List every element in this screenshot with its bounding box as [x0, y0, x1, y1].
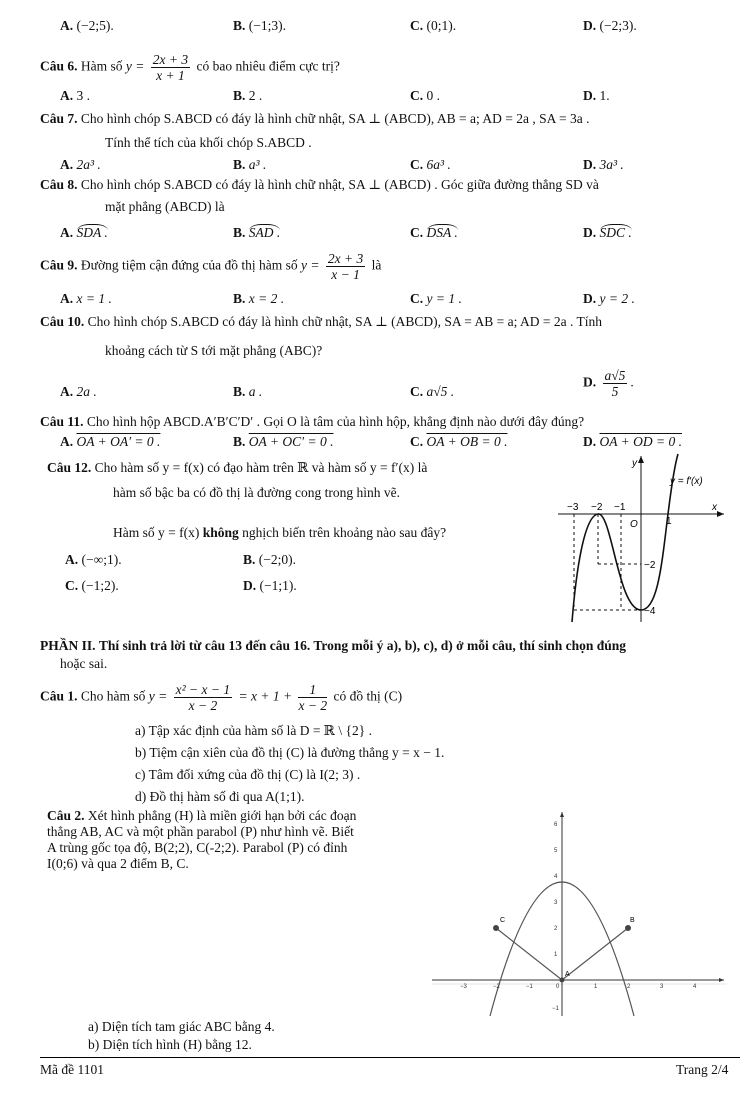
tick-label: −1 — [614, 502, 626, 513]
q9-option-b[interactable]: B. x = 2 . — [233, 291, 285, 306]
q12-option-b[interactable]: B. (−2;0). — [243, 552, 296, 567]
tick-label: 4 — [693, 984, 697, 990]
q12-option-c[interactable]: C. (−1;2). — [65, 578, 119, 593]
footer-divider — [40, 1057, 740, 1058]
q6-option-c[interactable]: C. 0 . — [410, 88, 440, 103]
q11-option-c[interactable]: C. OA + OB = 0 . — [410, 434, 508, 449]
q5-option-a[interactable]: A. (−2;5). — [60, 18, 114, 33]
y-axis-label: y — [632, 458, 637, 469]
q11-option-a[interactable]: A. OA + OA′ = 0 . — [60, 434, 161, 449]
q12-option-a[interactable]: A. (−∞;1). — [65, 552, 122, 567]
part2-heading-line2: hoặc sai. — [60, 656, 108, 671]
tick-label: −4 — [644, 606, 656, 617]
c2-parabola-graph — [432, 810, 727, 1018]
q7-option-d[interactable]: D. 3a³ . — [583, 157, 624, 172]
q12-option-d[interactable]: D. (−1;1). — [243, 578, 297, 593]
c1-statement-a[interactable]: a) Tập xác định của hàm số là D = ℝ \ {2} . — [135, 723, 372, 738]
c1-statement-b[interactable]: b) Tiệm cận xiên của đồ thị (C) là đường thẳng y = x − 1. — [135, 745, 445, 760]
q5-option-b[interactable]: B. (−1;3). — [233, 18, 286, 33]
tick-label: 4 — [554, 874, 558, 880]
q6-option-d[interactable]: D. 1. — [583, 88, 610, 103]
tick-label: 6 — [554, 822, 558, 828]
point-c — [493, 925, 499, 931]
tick-label: −2 — [644, 560, 656, 571]
point-a-label: A — [565, 971, 570, 978]
tick-label: 2 — [627, 984, 631, 990]
tick-label: 0 — [556, 984, 560, 990]
q9-stem: Câu 9. Đường tiệm cận đứng của đồ thị hàm số y = $\frac{2x + 3}{x - 1}$ là — [40, 251, 382, 282]
q10-stem-line2: khoảng cách từ S tới mặt phẳng (ABC)? — [105, 343, 323, 358]
q10-option-a[interactable]: A. 2a . — [60, 384, 97, 399]
point-a — [560, 978, 565, 983]
q10-stem: Câu 10. Cho hình chóp S.ABCD có đáy là hình chữ nhật, SA ⊥ (ABCD), SA = AB = a; AD = 2a . Tính — [40, 314, 602, 329]
q7-stem-line2: Tính thể tích của khối chóp S.ABCD . — [105, 135, 312, 150]
function-label: y = f′(x) — [670, 476, 703, 487]
q9-options — [0, 291, 751, 311]
point-b — [625, 925, 631, 931]
q7-option-a[interactable]: A. 2a³ . — [60, 157, 101, 172]
c1-stem: Câu 1. Cho hàm số y = $\frac{\text{x² − x − 1}}{x - 2}$ = x + 1 + $\frac{1}{x - 2}$ có đồ thị (C) — [40, 682, 403, 713]
tick-label: −3 — [567, 502, 579, 513]
tick-label: 2 — [554, 926, 558, 932]
q12-stem-line2: hàm số bậc ba có đồ thị là đường cong trong hình vẽ. — [113, 485, 401, 500]
q8-options — [0, 225, 751, 245]
q5-option-d[interactable]: D. (−2;3). — [583, 18, 637, 33]
q11-option-b[interactable]: B. OA + OC′ = 0 . — [233, 434, 334, 449]
q6-option-b[interactable]: B. 2 . — [233, 88, 263, 103]
part2-heading: PHẦN II. Thí sinh trả lời từ câu 13 đến câu 16. Trong mỗi ý a), b), c), d) ở mỗi câu, thí sinh chọn đúng — [40, 638, 627, 653]
q11-option-d[interactable]: D. OA + OD = 0 . — [583, 434, 682, 449]
tick-label: 1 — [554, 952, 558, 958]
tick-label: 3 — [660, 984, 664, 990]
tick-label: 5 — [554, 848, 558, 854]
q8-option-d[interactable]: D. SDC . — [583, 225, 632, 240]
q12-stem-line3: Hàm số y = f(x) không nghịch biến trên khoảng nào sau đây? — [113, 525, 447, 540]
q5-option-c[interactable]: C. (0;1). — [410, 18, 457, 33]
q7-options — [0, 157, 751, 177]
q5-options — [0, 18, 751, 38]
q12-stem: Câu 12. Cho hàm số y = f(x) có đạo hàm trên ℝ và hàm số y = f′(x) là — [47, 460, 428, 475]
q7-option-b[interactable]: B. a³ . — [233, 157, 267, 172]
point-c-label: C — [500, 917, 506, 924]
footer-exam-code: Mã đề 1101 — [40, 1062, 104, 1077]
q8-option-c[interactable]: C. DSA . — [410, 225, 458, 240]
c2-statement-b[interactable]: b) Diện tích hình (H) bằng 12. — [88, 1037, 252, 1052]
q8-stem: Câu 8. Cho hình chóp S.ABCD có đáy là hình chữ nhật, SA ⊥ (ABCD) . Góc giữa đường thẳng SD và — [40, 177, 599, 192]
q8-option-a[interactable]: A. SDA . — [60, 225, 108, 240]
q9-option-a[interactable]: A. x = 1 . — [60, 291, 112, 306]
origin-label: O — [630, 519, 638, 530]
q10-options — [0, 368, 751, 404]
q10-option-b[interactable]: B. a . — [233, 384, 263, 399]
q6-stem: Câu 6. Hàm số y = $\frac{2x + 3}{x + 1}$ có bao nhiêu điểm cực trị? — [40, 52, 340, 83]
tick-label: −2 — [591, 502, 603, 513]
tick-label: −2 — [493, 984, 500, 990]
point-b-label: B — [630, 917, 635, 924]
q10-option-c[interactable]: C. a√5 . — [410, 384, 455, 399]
q8-option-b[interactable]: B. SAD . — [233, 225, 281, 240]
tick-label: 1 — [594, 984, 598, 990]
tick-label: 3 — [554, 900, 558, 906]
c1-statement-c[interactable]: c) Tâm đối xứng của đồ thị (C) là I(2; 3) . — [135, 767, 361, 782]
q6-options — [0, 88, 751, 108]
q6-option-a[interactable]: A. 3 . — [60, 88, 90, 103]
q8-stem-line2: mặt phẳng (ABCD) là — [105, 199, 225, 214]
q11-options — [0, 434, 751, 454]
tick-label: −1 — [526, 984, 533, 990]
footer-page-number: Trang 2/4 — [676, 1062, 729, 1077]
q11-stem: Câu 11. Cho hình hộp ABCD.A′B′C′D′ . Gọi O là tâm của hình hộp, khẳng định nào dưới đây đúng? — [40, 414, 585, 429]
q7-option-c[interactable]: C. 6a³ . — [410, 157, 451, 172]
derivative-curve — [572, 454, 678, 622]
c2-statement-a[interactable]: a) Diện tích tam giác ABC bằng 4. — [88, 1019, 275, 1034]
x-axis-label: x — [712, 502, 717, 513]
q9-option-d[interactable]: D. y = 2 . — [583, 291, 635, 306]
q10-option-d[interactable]: D. $\frac{a√5}{5}$ . — [583, 368, 634, 399]
q7-stem: Câu 7. Cho hình chóp S.ABCD có đáy là hình chữ nhật, SA ⊥ (ABCD), AB = a; AD = 2a , SA = 3a . — [40, 111, 590, 126]
c1-statement-d[interactable]: d) Đồ thị hàm số đi qua A(1;1). — [135, 789, 305, 804]
q9-option-c[interactable]: C. y = 1 . — [410, 291, 462, 306]
tick-label: −3 — [460, 984, 467, 990]
tick-label: 1 — [666, 516, 672, 527]
q12-derivative-graph — [558, 452, 728, 624]
c2-stem: Câu 2. Xét hình phẳng (H) là miền giới hạn bởi các đoạn thẳng AB, AC và một phần parabol (P) như hình vẽ. Biết A trùng gốc tọa độ, B(2;2), C(-2;2). Parabol (P) có đỉnh I(0;6) và qua 2 điểm B, C. — [47, 808, 357, 871]
tick-label: −1 — [552, 1006, 559, 1012]
